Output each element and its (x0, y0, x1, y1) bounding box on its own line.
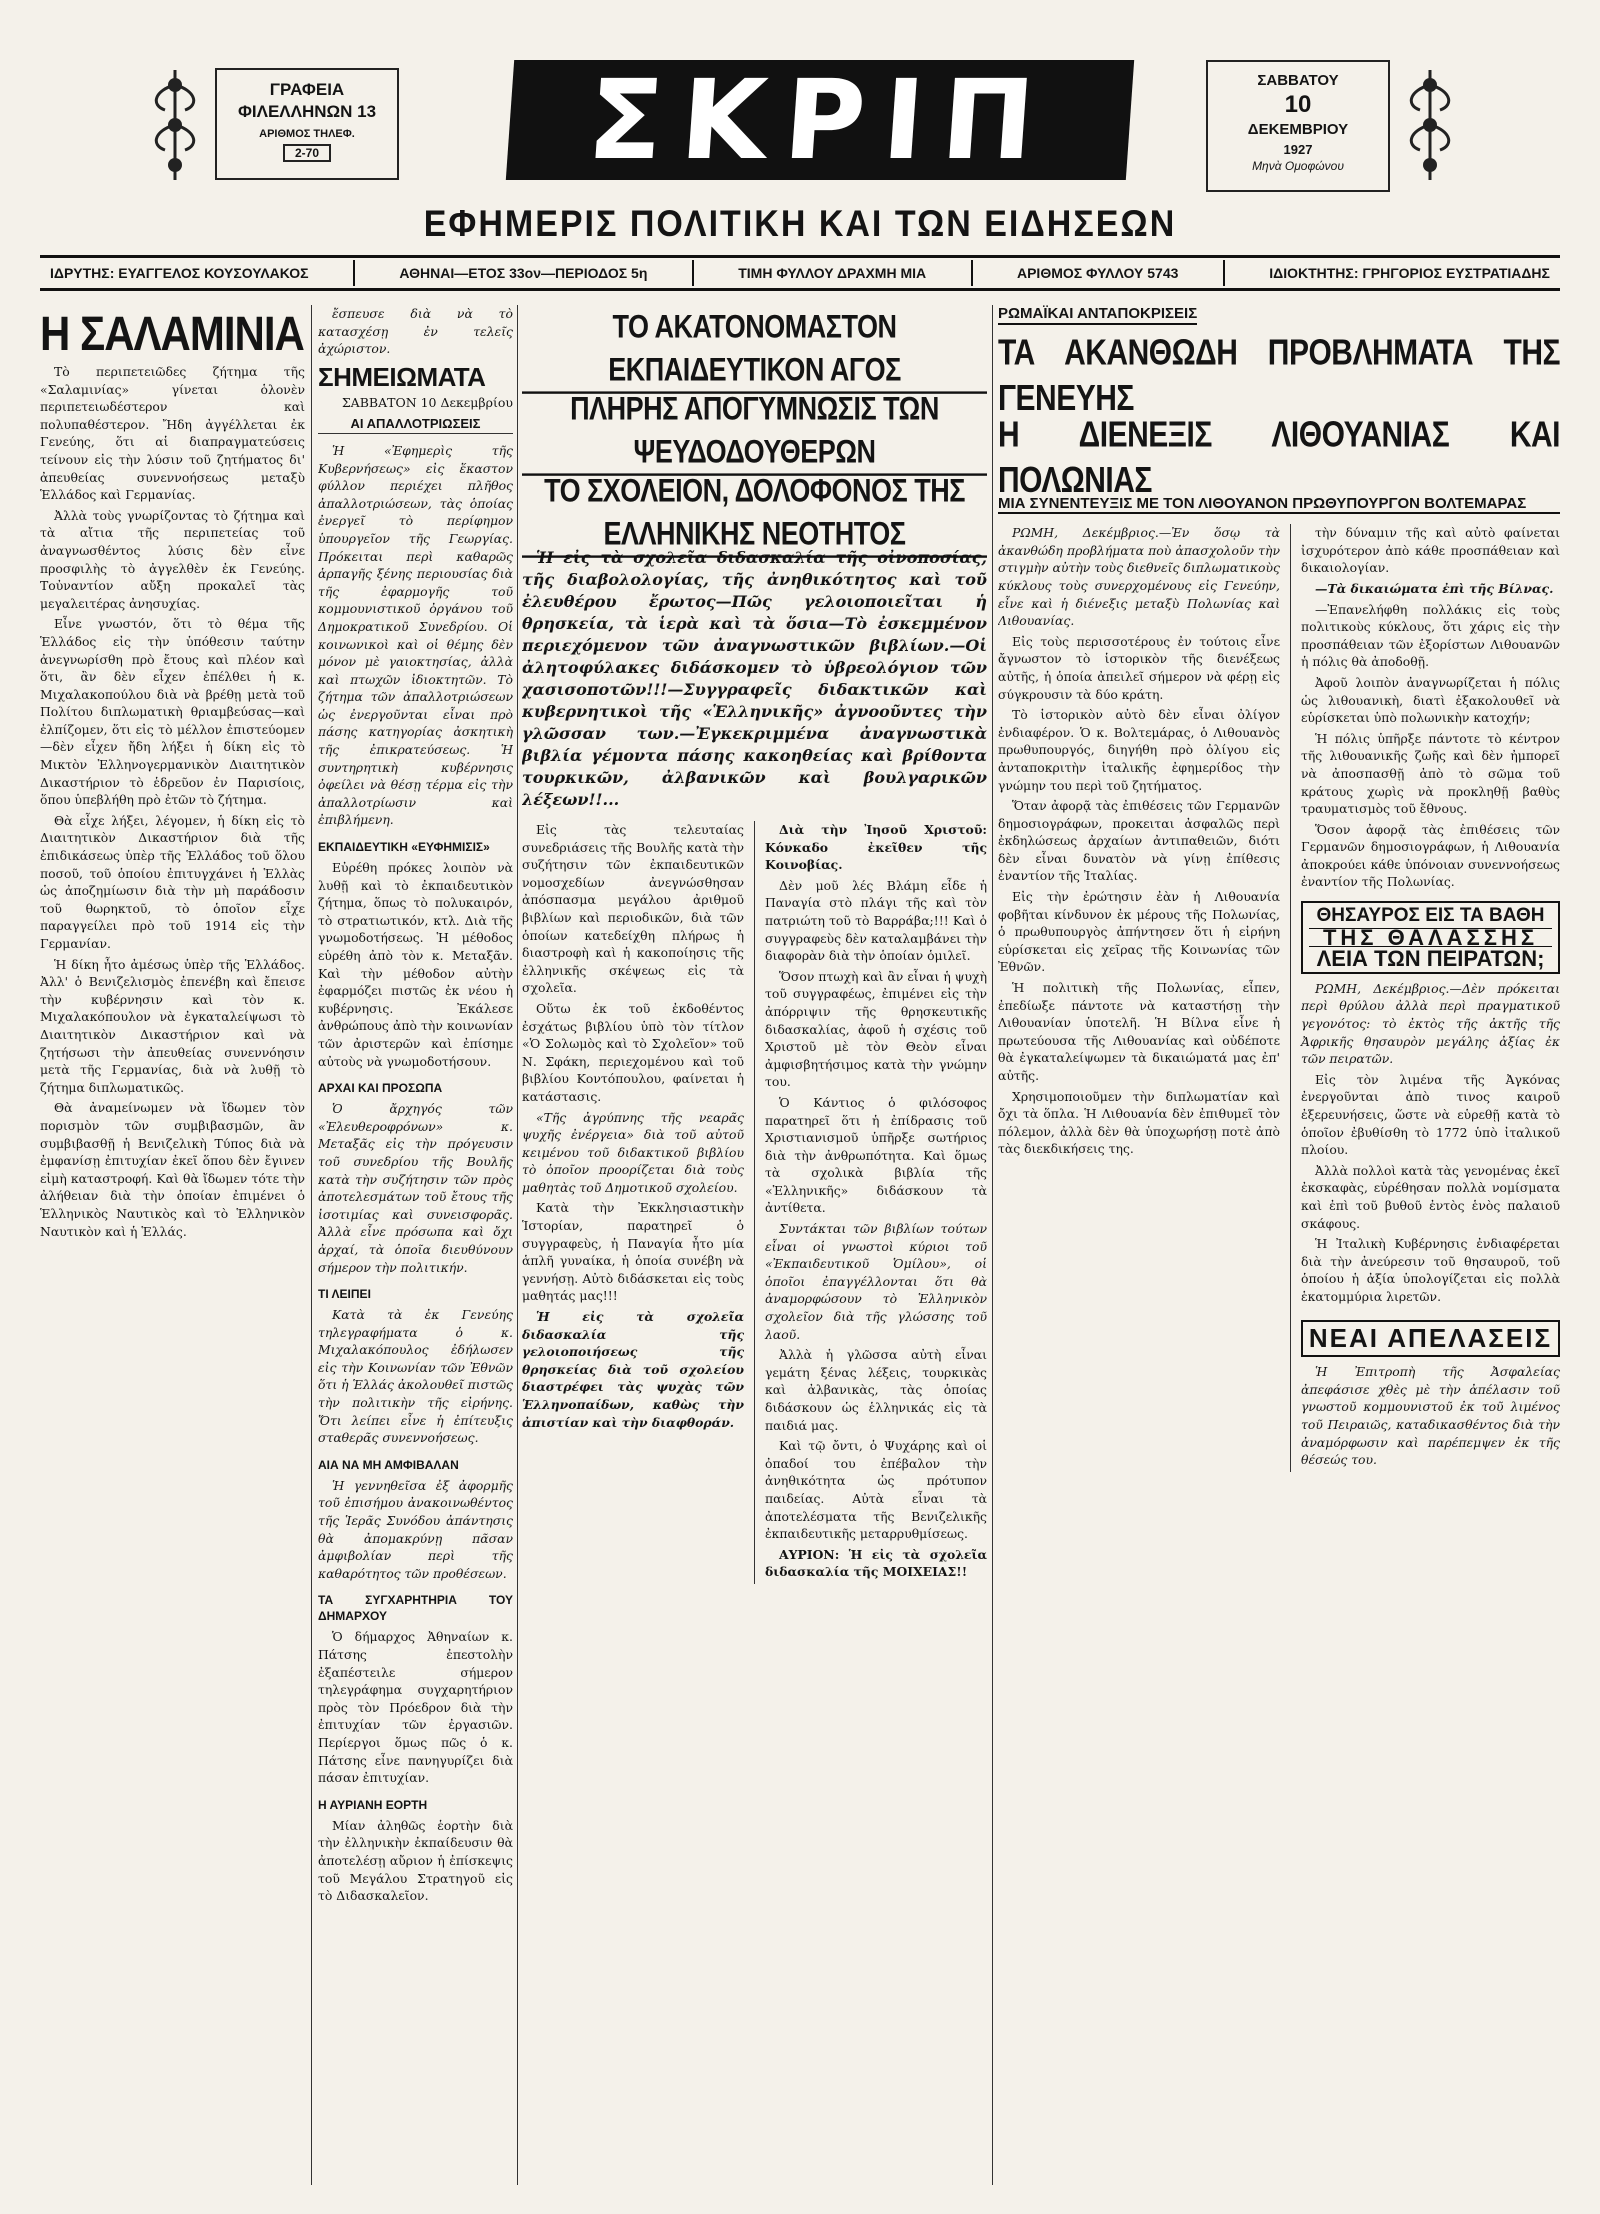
note-text: Εὐρέθη πρόκες λοιπὸν νὰ λυθῇ καὶ τὸ ἐκπαιδευτικὸν ζήτημα, ὅπως τὸ πολυκαιρόν, τὸ στρατιωτικόν, κτλ. Διὰ τῆς γνωμοδοτήσεως. Ἡ μέθοδος εὑρέθη ἀπὸ τὸν κ. Μεταξᾶν. Καὶ τὴν μέθοδον αὐτὴν ἐφαρμόζει πιστῶς ἐκ νέου ἡ κυβέρνησις. Ἐκάλεσε ἀνθρώπους ἀπὸ τὴν κοινωνίαν τῶν ἀριστερῶν καὶ ἐπίσημε αὐτοὺς νὰ γνωμοδοτήσουν. (318, 860, 513, 1069)
article-paragraph: Ὅσον πτωχὴ καὶ ἂν εἶναι ἡ ψυχὴ τοῦ συγγραφέως, ἐπιμένει εἰς τὴν ἀπόρριψιν τῆς θρησκευτικῆς διδασκαλίας, ἀφοῦ ἡ σχέσις τοῦ Χριστοῦ μὲ τὸν Θεὸν εἶναι ἀμφισβητήσιμος κατὰ τὴν γνώμην του. (765, 968, 987, 1090)
article-paragraph: Ἀλλὰ πολλοὶ κατὰ τὰς γενομένας ἐκεῖ ἐκσκαφὰς, εὑρέθησαν πολλὰ νομίσματα καὶ ἐπὶ τοῦ βυθοῦ ἐντὸς ἑνὸς παλαιοῦ σκάφους. (1301, 1162, 1560, 1231)
article-paragraph: Χρησιμοποιοῦμεν τὴν διπλωματίαν καὶ ὄχι τὰ ὅπλα. Ἡ Λιθουανία δὲν ἐπιθυμεῖ τὸν πόλεμον, ἀλλὰ δὲν θὰ ὑποχωρήσῃ ποτὲ ἀπὸ τὰς διεκδικήσεις της. (998, 1088, 1280, 1157)
geneva-body (998, 524, 1560, 1472)
article-paragraph: Θὰ εἶχε λήξει, λέγομεν, ἡ δίκη εἰς τὸ Διαιτητικὸν Δικαστήριον διὰ τῆς ἐπιδικάσεως ὑπὲρ τῆς Ἑλλάδος τοῦ ὅλου ποσοῦ, τοῦ ὁποίου ἐπιτυγχάνει ἡ Ἑλλὰς ὡς ἀποζημίωσιν διὰ τὴν μὴ παράδοσιν τοῦ θωρηκτοῦ, τὸ ὁποῖον εἶχε παραγγείλει πρὸ τοῦ 1914 εἰς τὴν Γερμανίαν. (40, 812, 305, 951)
date-year: 1927 (1283, 142, 1313, 157)
geneva-headline-line: ΤΑ ΑΚΑΝΘΩΔΗ ΠΡΟΒΛΗΜΑΤΑ ΤΗΣ ΓΕΝΕΥΗΣ (998, 332, 1560, 419)
owner-text: ΙΔΙΟΚΤΗΤΗΣ: ΓΡΗΓΟΡΙΟΣ ΕΥΣΤΡΑΤΙΑΔΗΣ (1269, 265, 1550, 281)
column-rule (1290, 524, 1291, 1472)
date-box (1206, 60, 1390, 192)
note-title: ΕΚΠΑΙΔΕΥΤΙΚΗ «ΕΥΦΗΜΙΣΙΣ» (318, 840, 490, 855)
section-label: ΡΩΜΑΪΚΑΙ ΑΝΤΑΠΟΚΡΙΣΕΙΣ (998, 305, 1197, 325)
date-month: ΔΕΚΕΜΒΡΙΟΥ (1247, 121, 1349, 138)
article-paragraph: —Ἐπανελήφθη πολλάκις εἰς τοὺς πολιτικοὺς κύκλους, ὅτι χάρις εἰς τὴν προσπάθειαν τῶν ἐξορίστων Λιθουανῶν ἡ πόλις θὰ ἀποδοθῇ. (1301, 601, 1560, 670)
article-paragraph: Δὲν μοῦ λές Βλάμη εἶδε ἡ Παναγία στὸ πλάγι τῆς καὶ τὸν πατριώτη τοῦ τὸ Βαρράβα;!!! Καὶ ὁ συγγραφεὺς δὲν καταλαμβάνει τὴν διαφορὰν διὰ τὴν ὁποίαν ὁμιλεῖ. (765, 877, 987, 964)
notes-heading: ΣΗΜΕΙΩΜΑΤΑ (318, 361, 486, 392)
article-paragraph: Καὶ τῷ ὄντι, ὁ Ψυχάρης καὶ οἱ ὀπαδοί του ἐπέβαλον τὴν ἀνηθικότητα ὡς πρότυπον παιδείας. Αὐτὰ εἶναι τὰ ἀποτελέσματα τῆς Βενιζελικῆς ἐκπαιδευτικῆς μεταρρυθμίσεως. (765, 1438, 987, 1542)
geneva-body-right (1301, 524, 1560, 1472)
article-paragraph: Ἀφοῦ λοιπὸν ἀναγνωρίζεται ἡ πόλις ὡς λιθουανικὴ, διατὶ ἐξακολουθεῖ νὰ εὑρίσκεται ὑπὸ πολωνικὴν κατοχήν; (1301, 674, 1560, 726)
note-text: Ὁ ἄρχηγός τῶν «Ἐλευθεροφρόνων» κ. Μεταξᾶς εἰς τὴν πρόγευσιν τοῦ συνεδρίου τῆς Βουλῆς κατὰ τὴν συζήτησιν τῶν πρὸς ἀποτελεσμάτων τοῦ ἔτους τῆς ἰσοτιμίας καὶ συνεισφορᾶς. Ἀλλὰ εἶνε πρόσωπα καὶ ὄχι ἀρχαί, τὰ ὁποῖα διευθύνουν σήμερον τὴν πολιτικήν. (318, 1101, 513, 1275)
treasure-headline-line: ΤΗΣ ΘΑΛΑΣΣΗΣ (1309, 928, 1552, 948)
education-headline-line: ΤΟ ΑΚΑΤΟΝΟΜΑΣΤΟΝ ΕΚΠΑΙΔΕΥΤΙΚΟΝ ΑΓΟΣ (522, 305, 987, 394)
office-box (215, 68, 399, 180)
info-strip (40, 255, 1560, 291)
office-title: ΓΡΑΦΕΙΑ (269, 80, 345, 99)
date-day: ΣΑΒΒΑΤΟΥ (1257, 72, 1339, 89)
salaminia-headline: Η ΣΑΛΑΜΙΝΙΑ (40, 306, 304, 361)
article-paragraph: Ἡ Ἐπιτροπὴ τῆς Ἀσφαλείας ἀπεφάσισε χθὲς μὲ τὴν ἀπέλασιν τοῦ γνωστοῦ κομμουνιστοῦ ἐκ τοῦ λιμένος τοῦ Πειραιῶς, καταδικασθέντος διὰ τὴν ἀναμόρφωσιν καὶ παρέπεμψεν ἐκ τῆς θέσεώς του. (1301, 1364, 1560, 1468)
education-lead: Ἡ εἰς τὰ σχολεῖα διδασκαλία τῆς οἰνοποσίας, τῆς διαβολολογίας, τῆς ἀνηθικότητος καὶ τοῦ ἐλευθέρου ἔρωτος—Πῶς γελοιοποιεῖται ἡ θρησκεία, τὰ ἱερὰ καὶ τὰ ὅσια—Τὸ ἐσκεμμένον περιεχόμενον τῶν ἀναγνωστικῶν βιβλίων.—Οἱ ἀλητοφύλακες διδάσκομεν τὸ ὑβρεολόγιον τῶν χασισοποτῶν!!!—Συγγραφεῖς διδακτικῶν καὶ κυβερνητικοὶ τῆς «Ἑλληνικῆς» ἀγνοοῦντες τὴν γλῶσσαν των.—Ἐγκεκριμμένα ἀναγνωστικὰ βιβλία γέμοντα πάσης κακοηθείας καὶ βρίθοντα τουρκικῶν, ἀλβανικῶν καὶ βουλγαρικῶν λέξεων!!... (522, 548, 987, 809)
note-title: Η ΑΥΡΙΑΝΗ ΕΟΡΤΗ (318, 1797, 428, 1812)
office-address: ΦΙΛΕΛΛΗΝΩΝ 13 (237, 102, 377, 121)
strip-divider (692, 260, 694, 286)
article-paragraph: Ἡ Ἰταλικὴ Κυβέρνησις ἐνδιαφέρεται διὰ τὴν ἀνεύρεσιν τοῦ θησαυροῦ, τοῦ ὁποίου ἡ ἀξία ὑπολογίζεται εἰς πολλὰ ἑκατομμύρια λιρετῶν. (1301, 1236, 1560, 1304)
strip-divider (353, 260, 355, 286)
article-paragraph: Ἡ εἰς τὰ σχολεῖα διδασκαλία τῆς γελοιοποιήσεως τῆς θρησκείας διὰ τοῦ σχολείου διαστρέφει τὰς ψυχὰς τῶν Ἑλληνοπαίδων, καθὼς τὴν ἀπιστίαν καὶ τὴν διαφθοράν. (522, 1309, 744, 1430)
ornament-left-icon (140, 65, 210, 185)
article-paragraph: Θὰ ἀναμείνωμεν νὰ ἴδωμεν τὸν πορισμὸν τῶν συμβιβασμῶν, ἂν συμβιβασθῇ ἡ Βενιζελικὴ Τύπος διὰ νὰ ἐμφανίσῃ ἐπιτυχίαν ἐκεῖ ὅπου δὲν ἔγινεν εἰμὴ καταστροφή. Καὶ θὰ ἴδωμεν τότε τὴν ἀλήθειαν διὰ τὴν ὁποίαν ἐπιμένει ὁ Ἑλληνικὸς Ναυτικὸς καὶ τὸ Ἑλληνικὸν Ναυτικὸν καὶ ἡ Ἑλλάς. (40, 1100, 305, 1239)
article-paragraph: «Τῆς ἀγρύπνης τῆς νεαρᾶς ψυχῆς ἐνέργεια» διὰ τοῦ αὐτοῦ κειμένου τοῦ διδακτικοῦ βιβλίου τὸ ὁποῖον προορίζεται διὰ τοὺς μαθητὰς τοῦ Δημοτικοῦ σχολείου. (522, 1109, 744, 1195)
column-rule (754, 821, 755, 1584)
article-paragraph: Οὕτω ἐκ τοῦ ἐκδοθέντος ἐσχάτως βιβλίου ὑπὸ τὸν τίτλον «Ὁ Σολωμὸς καὶ τὸ Σχολεῖον» τοῦ Ν. Σφάκη, περιεχομένου καὶ τοῦ βιβλίου Κοντόπουλου, φαίνεται ἡ κατάστασις. (522, 1000, 744, 1104)
article-paragraph: Εἰς τὰς τελευταίας συνεδριάσεις τῆς Βουλῆς κατὰ τὴν συζήτησιν τῶν ἐκπαιδευτικῶν νομοσχεδίων ἀνεγνώσθησαν ἀπόσπασμα μεγάλου ἀριθμοῦ βιβλίων καὶ περιοδικῶν, διὰ τῶν ὁποίων κατεδείχθη πλήρως ἡ διαστροφὴ καὶ ἡ κακοποίησις τῆς ἐλληνικῆς σκέψεως εἰς τὰ σχολεῖα. (522, 822, 744, 996)
article-paragraph: Κατὰ τὴν Ἐκκλησιαστικὴν Ἱστορίαν, παρατηρεῖ ὁ συγγραφεὺς, ἡ Παναγία ἦτο μία ἁπλῆ γυναίκα, ἡ ὁποία συνέβη νὰ γεννήσῃ. Αὐτὸ διδάσκεται εἰς τοὺς μαθητάς μας!!! (522, 1200, 744, 1304)
note-text: Μίαν ἀληθῶς ἑορτὴν διὰ τὴν ἐλληνικὴν ἐκπαίδευσιν θὰ ἀποτελέσῃ αὔριον ἡ ἐπίσκεψις τοῦ Μεγάλου Στρατηγοῦ εἰς τὸ Διδασκαλεῖον. (318, 1817, 513, 1904)
notes-dateline: ΣΑΒΒΑΤΟΝ 10 Δεκεμβρίου (341, 394, 513, 410)
notes-main-text: Ἡ «Ἐφημερὶς τῆς Κυβερνήσεως» εἰς ἕκαστον φύλλον περιέχει πλῆθος ἀπαλλοτριώσεων, τὰς ὁποίας ἐνεργεῖ τὸ περίφημον ὑπουργεῖον τῆς Γεωργίας. Πρόκειται περὶ καθαρῶς ἁρπαγῆς ξένης περιουσίας διὰ τῆς ἐφαρμογῆς τοῦ κομμουνιστικοῦ ὀργάνου τοῦ Δημοκρατικοῦ Συνεδρίου. Οἱ κοινωνικοὶ καὶ οἱ θέμης δὲν μόνον μὲ γαιοκτησίας, ἀλλὰ καὶ πτωχῶν ἰδιοκτητῶν. Τὸ ζήτημα τῶν ἀπαλλοτριώσεων ὡς ἐνεργοῦνται εἶναι πρὸ πάσης κατηγορίας ἀσκητικὴ τῆς ἐπικρατεύσεως. Ἡ συντηρητικὴ κυβέρνησις ὀφείλει νὰ θέσῃ τέρμα εἰς τὴν ἀπαλλοτρίωσιν καὶ ἐπιβλήμενη. (318, 442, 513, 828)
article-paragraph: Ὅταν ἀφορᾷ τὰς ἐπιθέσεις τῶν Γερμανῶν δημοσιογράφων, προκειται ἀσφαλῶς περὶ ἐκδηλώσεως ἀρχαίων ἀντιπαθειῶν, διότι δὲν εἶναι δυνατὸν νὰ γίνῃ ἐπίθεσις ἐναντίον τῆς Ἰταλίας. (998, 798, 1280, 884)
note-text: Ἡ γεννηθεῖσα ἐξ ἀφορμῆς τοῦ ἐπισήμου ἀνακοινωθέντος τῆς Ἱερᾶς Συνόδου ἀπάντησις θὰ ἀπομακρύνῃ πᾶσαν ἀμφιβολίαν περὶ τῆς καθαρότητος τῶν προθέσεων. (318, 1477, 513, 1581)
deportations-headline: ΝΕΑΙ ΑΠΕΛΑΣΕΙΣ (1301, 1320, 1560, 1358)
article-paragraph: Συντάκται τῶν βιβλίων τούτων εἶναι οἱ γνωστοὶ κύριοι τοῦ «Ἐκπαιδευτικοῦ Ὁμίλου», οἱ ὁποῖοι ἐπαγγέλλονται ὅτι θὰ ἀναμορφώσουν τὸ Ἑλληνικὸν σχολεῖον διὰ τῆς γλώσσης τοῦ λαοῦ. (765, 1221, 987, 1342)
article-paragraph: Εἰς τοὺς περισσοτέρους ἐν τούτοις εἶνε ἄγνωστον τὸ ἱστορικὸν τῆς διενέξεως αὐτῆς, ἡ ὁποία ἀπειλεῖ σήμερον νὰ φέρῃ εἰς σύγκρουσιν τὰ δύο κράτη. (998, 633, 1280, 702)
column-rule (311, 305, 312, 2185)
article-subhead: —Τὰ δικαιώματα ἐπὶ τῆς Βίλνας. (1315, 580, 1554, 596)
article-paragraph: ΡΩΜΗ, Δεκέμβριος.—Ἐν ὅσῳ τὰ ἀκανθώδη προβλήματα ποὺ ἀπασχολοῦν τὴν στιγμὴν αὐτὴν τοὺς διεθνεῖς διπλωματικοὺς κύκλους τοὺς συνερχομένους εἰς Γενεύην, εἶνε καὶ ἡ διένεξις μεταξὺ Πολωνίας καὶ Λιθουανίας. (998, 525, 1280, 629)
date-note: Μηνὰ Ομοφώνου (1252, 159, 1344, 173)
geneva-headline-line: Η ΔΙΕΝΕΞΙΣ ΛΙΘΟΥΑΝΙΑΣ ΚΑΙ ΠΟΛΩΝΙΑΣ (998, 414, 1560, 501)
ornament-right-icon (1395, 65, 1465, 185)
notes-subheading: ΑΙ ΑΠΑΛΛΟΤΡΙΩΣΕΙΣ (318, 415, 513, 434)
founder-text: ΙΔΡΥΤΗΣ: ΕΥΑΓΓΕΛΟΣ ΚΟΥΣΟΥΛΑΚΟΣ (50, 265, 309, 281)
date-number: 10 (1284, 91, 1312, 118)
geneva-subhead: ΜΙΑ ΣΥΝΕΝΤΕΥΞΙΣ ΜΕ ΤΟΝ ΛΙΘΟΥΑΝΟΝ ΠΡΩΘΥΠΟΥΡΓΟΝ ΒΟΛΤΕΜΑΡΑΣ (998, 495, 1560, 515)
phone-label: ΑΡΙΘΜΟΣ ΤΗΛΕΦ. (259, 128, 355, 140)
treasure-headline-line: ΛΕΙΑ ΤΩΝ ΠΕΙΡΑΤΩΝ; (1316, 946, 1545, 972)
education-body (522, 821, 987, 1584)
education-headline-line: ΠΛΗΡΗΣ ΑΠΟΓΥΜΝΩΣΙΣ ΤΩΝ ΨΕΥΔΟΔΟΥΘΕΡΩΝ (522, 387, 987, 476)
price-text: ΤΙΜΗ ΦΥΛΛΟΥ ΔΡΑΧΜΗ ΜΙΑ (738, 265, 927, 281)
note-title: ΑΡΧΑΙ ΚΑΙ ΠΡΟΣΩΠΑ (318, 1081, 443, 1096)
tomorrow-teaser: ΑΥΡΙΟΝ: Ἡ εἰς τὰ σχολεῖα διδασκαλία τῆς ΜΟΙΧΕΙΑΣ!! (765, 1546, 987, 1580)
column-geneva (998, 305, 1560, 2185)
issue-number-text: ΑΡΙΘΜΟΣ ΦΥΛΛΟΥ 5743 (1016, 265, 1179, 281)
column-salaminia (40, 305, 305, 2185)
column-rule (517, 305, 518, 2185)
note-title: ΤΙ ΛΕΙΠΕΙ (318, 1287, 371, 1302)
article-paragraph: Ἡ πολιτικὴ τῆς Πολωνίας, εἶπεν, ἐπεδίωξε πάντοτε νὰ καταστήσῃ τὴν Λιθουανίαν ὑποτελῆ. Ἡ Βίλνα εἶνε ἡ πρωτεύουσα τῆς Λιθουανίας καὶ οὐδέποτε θὰ ἐγκαταλείψωμεν τὰ δικαιώματά μας ἐπ' αὐτῆς. (998, 980, 1280, 1083)
article-paragraph: Εἰς τὸν λιμένα τῆς Ἀγκόνας ἐνεργοῦνται ἀπὸ τινος καιροῦ ἐξερευνήσεις, ὥστε νὰ εὑρεθῇ κατὰ τὸ ὁποῖον ἐβυθίσθη τὸ 1772 ὑπὸ ἰταλικοῦ πλοίου. (1301, 1071, 1560, 1158)
newspaper-subtitle: ΕΦΗΜΕΡΙΣ ΠΟΛΙΤΙΚΗ ΚΑΙ ΤΩΝ ΕΙΔΗΣΕΩΝ (423, 203, 1177, 245)
education-body-left (522, 821, 744, 1584)
article-paragraph: ΡΩΜΗ, Δεκέμβριος.—Δὲν πρόκειται περὶ θρύλου ἀλλὰ περὶ πραγματικοῦ γεγονότος: τὸ ἐκτὸς τῆς ἀκτῆς τῆς Ἀφρικῆς θησαυρὸν μεγάλης ἀξίας ἐκ τῶν πειρατῶν. (1301, 980, 1560, 1067)
article-paragraph: τὴν δύναμιν τῆς καὶ αὐτὸ φαίνεται ἰσχυρότερον ἀπὸ κάθε προσπάθειαν καὶ δικαιολογίαν. (1301, 525, 1560, 576)
column-education-scandal (522, 305, 987, 2185)
article-paragraph: Ὅσον ἀφορᾷ τὰς ἐπιθέσεις τῶν Γερμανῶν δημοσιογράφων, ἡ Λιθουανία ἀποκρούει κάθε ὑπόνοιαν συνεννοήσεως ἐναντίον τῆς Πολωνίας. (1301, 821, 1560, 890)
treasure-headline-line: ΘΗΣΑΥΡΟΣ ΕΙΣ ΤΑ ΒΑΘΗ (1316, 905, 1545, 927)
geneva-body-left (998, 524, 1280, 1472)
masthead (40, 56, 1560, 245)
article-paragraph: Ἀλλὰ τοὺς γνωρίζοντας τὸ ζήτημα καὶ τὰ αἴτια τῆς περιπετείας τοῦ ἀναγνωσθέντος λύσις δὲν εἶνε προσφιλὴς τὸ ἀγγελθὲν ἐκ Γενεύης. Τοὐναντίον αὔξη προκαλεῖ τὰς μεγαλειτέρας ἀνησυχίας. (40, 507, 305, 611)
note-title: ΑΙΑ ΝΑ ΜΗ ΑΜΦΙΒΑΛΑΝ (318, 1457, 459, 1472)
strip-divider (1223, 260, 1225, 286)
continued-fragment: ἔσπευσε διὰ νὰ τὸ κατασχέσῃ ἐν τελεῖς ἀχώριστον. (318, 306, 513, 357)
article-paragraph: Τὸ περιπετειῶδες ζήτημα τῆς «Σαλαμινίας» γίνεται ὁλονὲν περιπετειωδέστερον καὶ πολυπαθέστερον. Ἤδη ἀγγέλλεται ἐκ Γενεύης, ὅτι αἱ διαπραγματεύσεις τείνουν εἰς τὴν λύσιν τοῦ ζητήματος δι' ἀπευθείας συνεννοήσεως μεταξὺ Ἑλλάδος καὶ Γερμανίας. (40, 364, 305, 503)
education-body-right (765, 821, 987, 1584)
issue-text: ΑΘΗΝΑΙ—ΕΤΟΣ 33ον—ΠΕΡΙΟΔΟΣ 5η (399, 265, 648, 281)
column-notes (318, 305, 513, 2185)
note-text: Κατὰ τὰ ἐκ Γενεύης τηλεγραφήματα ὁ κ. Μιχαλακόπουλος ἐδήλωσεν εἰς τὴν Κοινωνίαν τῶν Ἐθνῶν ὅτι ἡ Ἑλλάς ἀκολουθεῖ πιστῶς τὴν πολιτικὴν τῆς εἰρήνης. Ὅτι λείπει εἶνε ἡ ἐπίτευξις σταθερᾶς συνεννοήσεως. (318, 1307, 513, 1446)
article-paragraph: Διὰ τὴν Ἰησοῦ Χριστοῦ: Κόνκαδο ἐκεῖθεν τῆς Κοινοβίας. (765, 822, 987, 873)
article-paragraph: Εἶνε γνωστόν, ὅτι τὸ θέμα τῆς Ἑλλάδος εἰς τὴν ὑπόθεσιν ταύτην ἀνεγνωρίσθη πρὸ ἔτους καὶ πλέον καὶ ὅτι, ἂν δὲν εἶχεν ἐπέλθει ἡ κ. Μιχαλακοπούλου διὰ νὰ βρέθῃ μετὰ τοῦ Πολίτου διπλωματικὴ θριαμβεύσας—καὶ ἐλπίζομεν, ὅτι εἰς τὸ μέλλον ἐπιστεύομεν—δὲν εἶχεν ἤδη λήξει ἡ δίκη εἰς τὸ Μικτὸν Ἑλληνογερμανικὸν Διαιτητικὸν Δικαστήριον τὸ ἑδρεῦον ἐν Παρισίοις, ὅπου ὑπεβλήθη πρὸ ἐτῶν τὸ ζήτημα. (40, 616, 305, 808)
article-paragraph: Ὁ Κάντιος ὁ φιλόσοφος παρατηρεῖ ὅτι ἡ ἐπίδρασις τοῦ Χριστιανισμοῦ ὑπῆρξε σωτήριος διὰ τὴν ἀνθρωπότητα. Καὶ ὅμως τὰ σχολικὰ βιβλία τῆς «Ἑλληνικῆς» διδάσκουν τὰ ἀντίθετα. (765, 1094, 987, 1216)
article-paragraph: Τὸ ἱστορικὸν αὐτὸ δὲν εἶναι ὀλίγον ἐνδιαφέρον. Ὁ κ. Βολτεμάρας, ὁ Λιθουανὸς πρωθυπουργός, διηγήθη πρὸ ὀλίγου εἰς ἀνταποκριτὴν ἰταλικῆς ἐφημερίδος τὴν γνώμην του περὶ τοῦ ζητήματος. (998, 707, 1280, 793)
note-text: Ὁ δήμαρχος Ἀθηναίων κ. Πάτσης ἐπεστολὴν ἐξαπέστειλε σήμερον τηλεγράφημα συγχαρητήριον πρὸς τὸν Πρόεδρον διὰ τὴν ἐπιτυχίαν τῶν ἐργασιῶν. Περίεργοι ὅμως πῶς ὁ κ. Πάτσης εἶνε πανηγυρίζει διὰ πάσαν ἐπιτυχίαν. (318, 1629, 513, 1786)
column-rule (992, 305, 993, 2185)
article-paragraph: Εἰς τὴν ἐρώτησιν ἐὰν ἡ Λιθουανία φοβῆται κίνδυνον ἐκ μέρους τῆς Πολωνίας, ὁ πρωθυπουργὸς ἀπήντησεν ὅτι ἡ εἰρήνη εὑρίσκεται εἰς χεῖρας τῆς Κοινωνίας τῶν Ἐθνῶν. (998, 889, 1280, 975)
article-paragraph: Ἡ δίκη ἦτο ἀμέσως ὑπὲρ τῆς Ἑλλάδος. Ἀλλ' ὁ Βενιζελισμὸς ἐπενέβη καὶ ἔπεισε τὴν κυβέρνησιν καὶ τὸν κ. Μιχαλακόπουλον νὰ ἐγκαταλείψωσι τὸ Διαιτητικὸν Δικαστήριον καὶ νὰ ζητήσωσι τὴν ἀπευθείας συνεννόησιν μετὰ τῆς Γερμανίας, διὰ νὰ λυθῇ τὸ ζήτημα διπλωματικῶς. (40, 956, 305, 1095)
article-paragraph: Ἀλλὰ ἡ γλῶσσα αὐτὴ εἶναι γεμάτη ξένας λέξεις, τουρκικὰς καὶ ἀλβανικὰς, τὰς ὁποίας διδάσκουν ὡς ἑλληνικάς εἰς τὰ παιδιά μας. (765, 1347, 987, 1433)
article-paragraph: Ἡ πόλις ὑπῆρξε πάντοτε τὸ κέντρον τῆς λιθουανικῆς ζωῆς καὶ δὲν ἠμπορεῖ νὰ ἀποσπασθῇ ἀπὸ τὸ σῶμα τοῦ κράτους χωρὶς νὰ προκληθῇ βαθὺς τραυματισμὸς τοῦ ἔθνους. (1301, 730, 1560, 817)
strip-divider (971, 260, 973, 286)
phone-number: 2-70 (283, 144, 331, 162)
treasure-headline-box (1301, 901, 1560, 974)
note-title: ΤΑ ΣΥΓΧΑΡΗΤΗΡΙΑ ΤΟΥ ΔΗΜΑΡΧΟΥ (318, 1593, 513, 1624)
newspaper-logo: ΣΚΡΙΠ (506, 60, 1134, 180)
education-headline-line: ΤΟ ΣΧΟΛΕΙΟΝ, ΔΟΛΟΦΟΝΟΣ ΤΗΣ ΕΛΛΗΝΙΚΗΣ ΝΕΟΤΗΤΟΣ (522, 469, 987, 558)
